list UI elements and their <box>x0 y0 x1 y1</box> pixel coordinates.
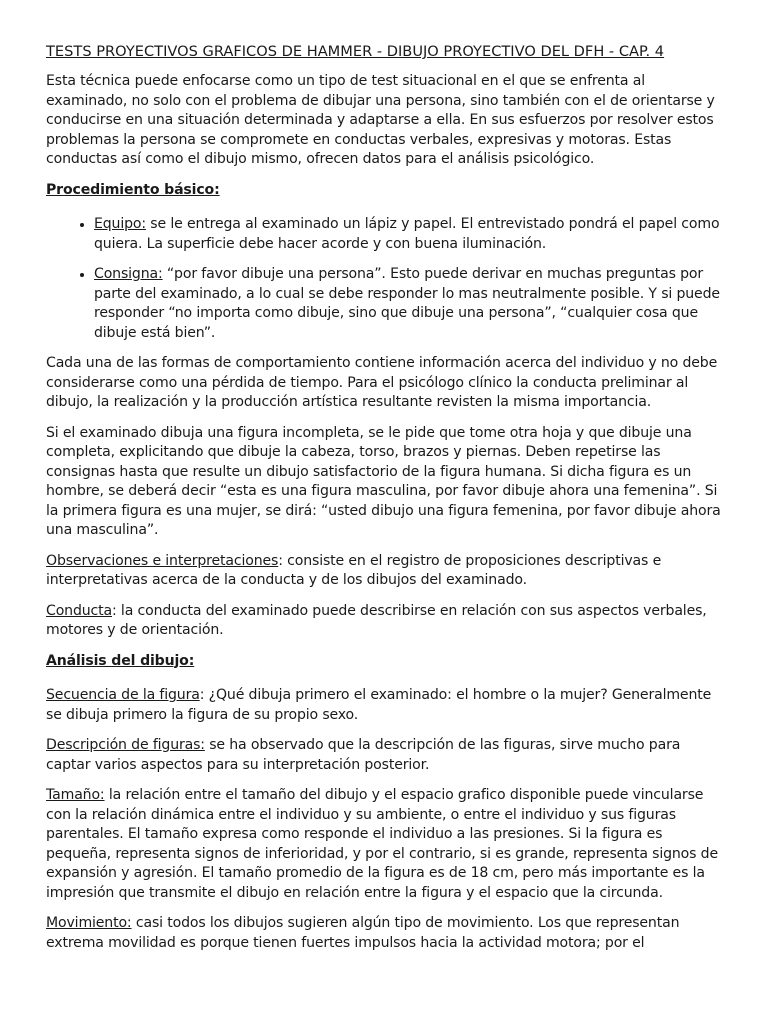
conducta-paragraph <box>46 602 726 641</box>
list-item-consigna <box>94 265 726 343</box>
procedimiento-heading: Procedimiento básico: <box>46 181 220 198</box>
procedimiento-list <box>46 215 726 343</box>
observaciones-text: : consiste en el registro de proposiciones descriptivas e interpretativas acerca de la conducta y de los dibujos del examinado. <box>46 552 662 588</box>
descripcion-term: Descripción de figuras: <box>46 737 205 753</box>
conducta-text: : la conducta del examinado puede describirse en relación con sus aspectos verbales, motores y de orientación. <box>46 602 707 638</box>
descripcion-text: se ha observado que la descripción de las figuras, sirve mucho para captar varios aspectos para su interpretación posterior. <box>46 737 681 773</box>
tamano-paragraph <box>46 786 726 903</box>
observaciones-paragraph <box>46 552 726 591</box>
comportamiento-paragraph: Cada una de las formas de comportamiento contiene información acerca del individuo y no debe considerarse como una pérdida de tiempo. Para el psicólogo clínico la conducta preliminar al dibujo, la realización y la producción artística resultante revisten la misma importancia. <box>46 355 718 410</box>
equipo-text: se le entrega al examinado un lápiz y papel. El entrevistado pondrá el papel como quiera. La superficie debe hacer acorde y con buena iluminación. <box>94 216 720 252</box>
tamano-term: Tamaño: <box>46 787 105 803</box>
tamano-text: la relación entre el tamaño del dibujo y el espacio grafico disponible puede vincularse con la relación dinámica entre el individuo y su ambiente, o entre el individuo y sus figuras parentales. El tamaño expresa como responde el individuo a las presiones. Si la figura es pequeña, representa signos de inferioridad, y por el contrario, si es grande, representa signos de expansión y agresión. El tamaño promedio de la figura es de 18 cm, pero más importante es la impresión que transmite el dibujo en relación entre la figura y el espacio que la circunda. <box>46 787 718 901</box>
movimiento-term: Movimiento: <box>46 915 132 931</box>
consigna-text: “por favor dibuje una persona”. Esto puede derivar en muchas preguntas por parte del examinado, a lo cual se debe responder lo mas neutralmente posible. Y si puede responder “no importa como dibuje, sino que dibuje una persona”, “cualquier cosa que dibuje está bien”. <box>94 266 720 341</box>
consigna-term: Consigna: <box>94 266 163 282</box>
figura-incompleta-paragraph: Si el examinado dibuja una figura incompleta, se le pide que tome otra hoja y que dibuje una completa, explicitando que dibuje la cabeza, torso, brazos y piernas. Deben repetirse las consignas hasta que resulte un dibujo satisfactorio de la figura humana. Si dicha figura es un hombre, se deberá decir “esta es una figura masculina, por favor dibuje ahora una femenina”. Si la primera figura es una mujer, se dirá: “usted dibujo una figura femenina, por favor dibuje ahora una masculina”. <box>46 424 721 538</box>
equipo-term: Equipo: <box>94 216 146 232</box>
analisis-heading: Análisis del dibujo: <box>46 652 195 669</box>
conducta-term: Conducta <box>46 602 112 619</box>
descripcion-paragraph <box>46 736 726 775</box>
secuencia-term: Secuencia de la figura <box>46 687 200 703</box>
secuencia-paragraph <box>46 686 726 725</box>
movimiento-text: casi todos los dibujos sugieren algún tipo de movimiento. Los que representan extrema movilidad es porque tienen fuertes impulsos hacia la actividad motora; por el <box>46 915 680 951</box>
observaciones-term: Observaciones e interpretaciones <box>46 552 279 569</box>
list-item-equipo <box>94 215 726 254</box>
movimiento-paragraph <box>46 914 726 953</box>
secuencia-text: : ¿Qué dibuja primero el examinado: el hombre o la mujer? Generalmente se dibuja primero la figura de su propio sexo. <box>46 687 712 723</box>
document-title: TESTS PROYECTIVOS GRAFICOS DE HAMMER - DIBUJO PROYECTIVO DEL DFH - CAP. 4 <box>46 43 665 60</box>
intro-paragraph: Esta técnica puede enfocarse como un tipo de test situacional en el que se enfrenta al examinado, no solo con el problema de dibujar una persona, sino también con el de orientarse y conducirse en una situación determinada y adaptarse a ella. En sus esfuerzos por resolver estos problemas la persona se compromete en conductas verbales, expresivas y motoras. Estas conductas así como el dibujo mismo, ofrecen datos para el análisis psicológico. <box>46 73 715 167</box>
document-page <box>46 42 726 964</box>
